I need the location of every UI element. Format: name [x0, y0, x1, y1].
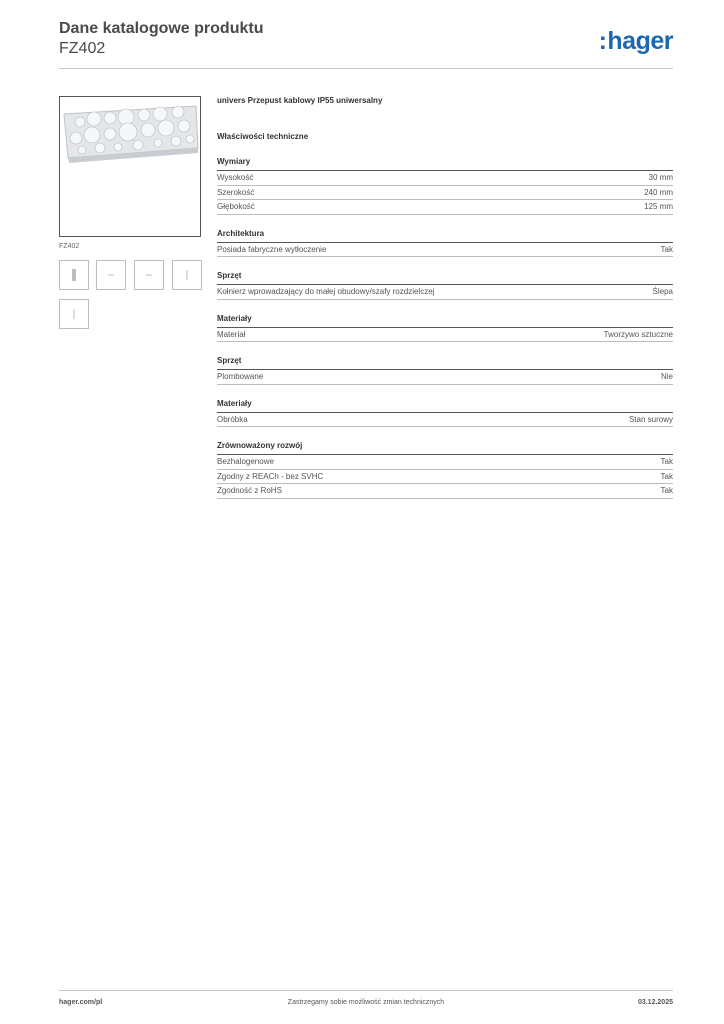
dimension-drawing-icon [108, 275, 114, 276]
group-title: Zrównoważony rozwój [217, 440, 673, 455]
property-group [217, 313, 673, 343]
property-value: 125 mm [644, 202, 673, 211]
property-row [217, 484, 673, 499]
property-row [217, 470, 673, 485]
property-row [217, 285, 673, 300]
property-value: 240 mm [644, 187, 673, 197]
group-title: Materiały [217, 313, 673, 328]
thumbnail-5[interactable] [59, 299, 89, 329]
property-row [217, 200, 673, 215]
technical-data [217, 95, 673, 512]
property-row [217, 455, 673, 470]
website-link[interactable]: hager.com/pl [59, 999, 103, 1006]
property-label: Wysokość [217, 173, 254, 182]
product-code: FZ402 [59, 40, 106, 57]
property-group [217, 355, 673, 385]
group-title: Wymiary [217, 156, 673, 171]
footer-divider [59, 990, 673, 991]
group-title: Sprzęt [217, 270, 673, 285]
header-divider [59, 68, 673, 69]
dimension-drawing-icon [187, 270, 188, 280]
dimension-drawing-icon [146, 275, 152, 276]
property-value: Ślepa [652, 287, 673, 296]
property-value: Nie [660, 372, 673, 381]
hager-logo[interactable] [599, 28, 673, 54]
property-row [217, 243, 673, 258]
property-label: Zgodny z REACh - bez SVHC [217, 471, 324, 481]
property-label: Posiada fabryczne wytłoczenie [217, 244, 327, 254]
property-label: Głębokość [217, 202, 255, 211]
page-header [59, 20, 673, 70]
product-name: univers Przepust kablowy IP55 uniwersalny [217, 96, 383, 105]
property-value: Tak [660, 486, 673, 495]
logo-text: hager [607, 27, 673, 55]
property-label: Kołnierz wprowadzający do małej obudowy/szafy rozdzielczej [217, 287, 435, 296]
thumbnail-3[interactable] [134, 260, 164, 290]
property-label: Szerokość [217, 187, 255, 197]
document-title: Dane katalogowe produktu [59, 20, 264, 37]
property-group [217, 270, 673, 300]
disclaimer: Zastrzegamy sobie możliwość zmian technicznych [287, 999, 445, 1006]
group-title: Architektura [217, 228, 673, 243]
property-group [217, 440, 673, 499]
property-value: Tak [660, 457, 673, 466]
property-row [217, 186, 673, 201]
thumbnail-2[interactable] [96, 260, 126, 290]
property-value: Tak [660, 471, 673, 481]
property-label: Bezhalogenowe [217, 457, 274, 466]
document-date: 03.12.2025 [637, 999, 673, 1006]
group-title: Sprzęt [217, 355, 673, 370]
thumbnail-4[interactable] [172, 260, 202, 290]
logo-colon: : [598, 27, 607, 55]
property-row [217, 413, 673, 428]
property-label: Materiał [217, 329, 246, 339]
property-value: Stan surowy [628, 414, 673, 424]
property-label: Obróbka [217, 414, 248, 424]
property-group [217, 156, 673, 215]
property-label: Zgodność z RoHS [217, 486, 282, 495]
property-groups [217, 156, 673, 499]
property-row [217, 370, 673, 385]
product-thumbnail-icon [72, 269, 76, 281]
property-label: Plombowane [217, 372, 264, 381]
property-value: Tak [660, 244, 673, 254]
property-group [217, 398, 673, 428]
group-title: Materiały [217, 398, 673, 413]
property-value: Tworzywo sztuczne [603, 329, 673, 339]
property-row [217, 171, 673, 186]
photo-caption: FZ402 [59, 243, 80, 250]
section-title: Właściwości techniczne [217, 132, 309, 141]
property-group [217, 228, 673, 258]
dimension-drawing-icon [74, 309, 75, 319]
property-row [217, 328, 673, 343]
property-value: 30 mm [648, 173, 673, 182]
thumbnail-1[interactable] [59, 260, 89, 290]
cable-gland-image [60, 97, 200, 236]
product-photo[interactable] [59, 96, 201, 237]
